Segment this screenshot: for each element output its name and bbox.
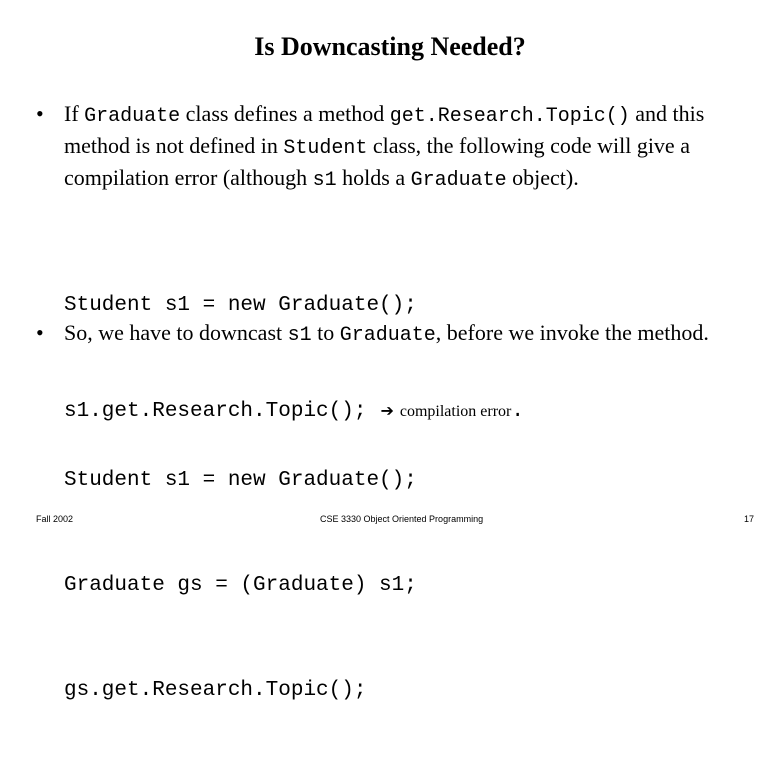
slide-title: Is Downcasting Needed? — [254, 32, 526, 61]
text-segment: class defines a method — [180, 101, 390, 126]
compile-note: compilation error — [399, 403, 512, 420]
code-inline: get.Research.Topic() — [389, 105, 630, 128]
code-inline: Student — [283, 137, 368, 160]
text-segment: to — [311, 320, 340, 345]
code-text: s1.get.Research.Topic(); — [64, 400, 367, 423]
text-segment: class, the following code will give a compilation error (although — [64, 133, 690, 190]
text-segment: and this method is not defined in — [64, 101, 705, 158]
note-period: . — [511, 400, 524, 423]
code-inline: Graduate — [84, 105, 181, 128]
code-line: gs.get.Research.Topic(); — [64, 679, 367, 702]
bullet-marker: • — [36, 320, 44, 345]
code-inline: Graduate — [339, 324, 436, 347]
code-line: Graduate gs = (Graduate) s1; — [64, 574, 417, 597]
bullet-marker: • — [36, 101, 44, 126]
text-segment: , before we invoke the method. — [435, 320, 709, 345]
bullet-1-text — [64, 99, 754, 195]
text-segment: object). — [506, 165, 579, 190]
bullet-2-text — [64, 318, 754, 350]
text-segment: So, we have to downcast — [64, 320, 288, 345]
footer-left: Fall 2002 — [36, 514, 74, 524]
code-inline: s1 — [287, 324, 312, 347]
footer-center: CSE 3330 Object Oriented Programming — [320, 514, 484, 524]
text-segment: If — [64, 101, 85, 126]
code-block-2 — [64, 393, 417, 778]
text-segment: holds a — [336, 165, 411, 190]
code-inline: s1 — [312, 169, 337, 192]
code-line: Student s1 = new Graduate(); — [64, 294, 417, 317]
arrow-icon: ➔ — [380, 401, 394, 420]
code-inline: Graduate — [410, 169, 507, 192]
code-line: Student s1 = new Graduate(); — [64, 469, 417, 492]
footer-page-number: 17 — [744, 514, 755, 524]
